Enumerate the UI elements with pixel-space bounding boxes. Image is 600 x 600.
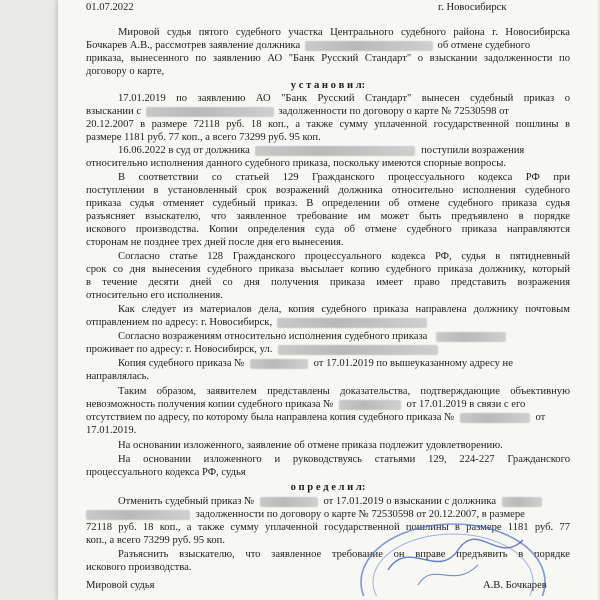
paragraph-line: сторонам не позднее трех дней после дня его вынесения. — [86, 237, 344, 248]
redacted-name — [305, 41, 433, 51]
paragraph-line: Как следует из материалов дела, копия судебного приказа направлена должнику почтовым — [118, 304, 570, 315]
paragraph-line: разъясняет взыскателю, что заявленное требование им может быть предъявлено в порядке — [86, 211, 570, 222]
paragraph-line: Таким образом, заявителем представлены доказательства, подтверждающие объективную — [118, 386, 570, 397]
intro-line: приказа, вынесенного по заявлению АО "Банк Русский Стандарт" о взыскании задолженности по — [86, 53, 570, 64]
redacted-name — [436, 332, 506, 342]
paragraph-line: Копия судебного приказа № от 17.01.2019 по вышеуказанному адресу не — [118, 358, 513, 369]
paragraph-line: проживает по адресу: г. Новосибирск, ул. — [86, 344, 438, 356]
paragraph-line: искового производства. — [86, 562, 192, 573]
paragraph-line: В соответствии со статьей 129 Гражданского процессуального кодекса РФ при — [118, 172, 570, 183]
document-page — [58, 0, 598, 600]
paragraph-line: отправлением по адресу: г. Новосибирск, — [86, 317, 427, 329]
document-city: г. Новосибирск — [438, 2, 507, 13]
paragraph-line: Разъяснить взыскателю, что заявленное требование он вправе предъявить в порядке — [118, 549, 570, 560]
paragraph-line: относительно его исполнения. — [86, 290, 223, 301]
paragraph-line: взыскании с задолженности по договору о карте № 72530598 от — [86, 106, 509, 117]
redacted-address — [277, 318, 427, 328]
redacted-address — [278, 345, 438, 355]
paragraph-line: На основании изложенного, заявление об отмене приказа подлежит удовлетворению. — [118, 440, 503, 451]
paragraph-line: в течение десяти дней со дня получения приказа имеет право представить возражения — [86, 277, 570, 288]
paragraph-line: 72118 руб. 18 коп., а также сумму уплаченной государственной пошлины в размере 1181 руб. 77 — [86, 522, 570, 533]
paragraph-line: Согласно статье 128 Гражданского процессуального кодекса РФ, судья в пятидневный — [118, 251, 570, 262]
paragraph-line: отсутствием по адресу, по которому была направлена копия судебного приказа № от — [86, 412, 546, 423]
paragraph-line: коп., а всего 73299 руб. 95 коп. — [86, 535, 225, 546]
paragraph-line: 20.12.2007 в размере 72118 руб. 18 коп., а также сумму уплаченной государственной пошлины в — [86, 119, 570, 130]
paragraph-line: приказа судья отменяет судебный приказ. В определении об отмене судебного приказа судья — [86, 198, 570, 209]
paragraph-line: 17.01.2019. — [86, 425, 137, 436]
paragraph-line: искового производства. Копии определения суда об отмене судебного приказа направляются — [86, 224, 570, 235]
intro-line: Мировой судья пятого судебного участка Центрального судебного района г. Новосибирска — [118, 27, 570, 38]
paragraph-line: процессуального кодекса РФ, судья — [86, 467, 246, 478]
document-date: 01.07.2022 — [86, 2, 134, 13]
paragraph-line: На основании изложенного и руководствуясь статьями 129, 224-227 Гражданского — [118, 454, 570, 465]
redacted-name — [86, 510, 190, 520]
paragraph-line: относительно исполнения данного судебного приказа, поскольку имеются спорные вопросы. — [86, 158, 507, 169]
paragraph-line: направлялась. — [86, 371, 150, 382]
heading-ustanovil: у с т а н о в и л: — [290, 80, 366, 91]
paragraph-line: поступлении в установленный срок возражений должника относительно исполнения судебного — [86, 185, 570, 196]
intro-line: договору о карте, — [86, 66, 165, 77]
paragraph-line: срок со дня вынесения судебного приказа высылает копию судебного приказа должнику, который — [86, 264, 570, 275]
redacted-number — [250, 359, 308, 369]
redacted-name — [146, 107, 274, 117]
redacted-name — [255, 146, 415, 156]
paragraph-line: 16.06.2022 в суд от должника поступили возражения — [118, 145, 525, 156]
paragraph-line: невозможность получения копии судебного приказа № от 17.01.2019 в связи с его — [86, 399, 526, 410]
paragraph-line: задолженности по договору о карте № 72530598 от 20.12.2007, в размере — [86, 509, 570, 521]
signature-position: Мировой судья — [86, 580, 155, 591]
signature-name: А.В. Бочкарев — [483, 580, 547, 591]
redacted-number — [339, 400, 401, 410]
paragraph-line: 17.01.2019 по заявлению АО "Банк Русский Стандарт" вынесен судебный приказ о — [118, 93, 570, 104]
redacted-number — [260, 497, 318, 507]
redacted-name — [502, 497, 542, 507]
paragraph-line: Отменить судебный приказ № от 17.01.2019 о взыскании с должника — [118, 496, 570, 508]
intro-line: Бочкарев А.В., рассмотрев заявление должника об отмене судебного — [86, 40, 531, 51]
paragraph-line: размере 1181 руб. 77 коп., а всего 73299 руб. 95 коп. — [86, 132, 321, 143]
paragraph-line: Согласно возражениям относительно исполнения судебного приказа — [118, 331, 570, 343]
heading-opredelil: о п р е д е л и л: — [290, 482, 366, 493]
redacted-number — [460, 413, 530, 423]
